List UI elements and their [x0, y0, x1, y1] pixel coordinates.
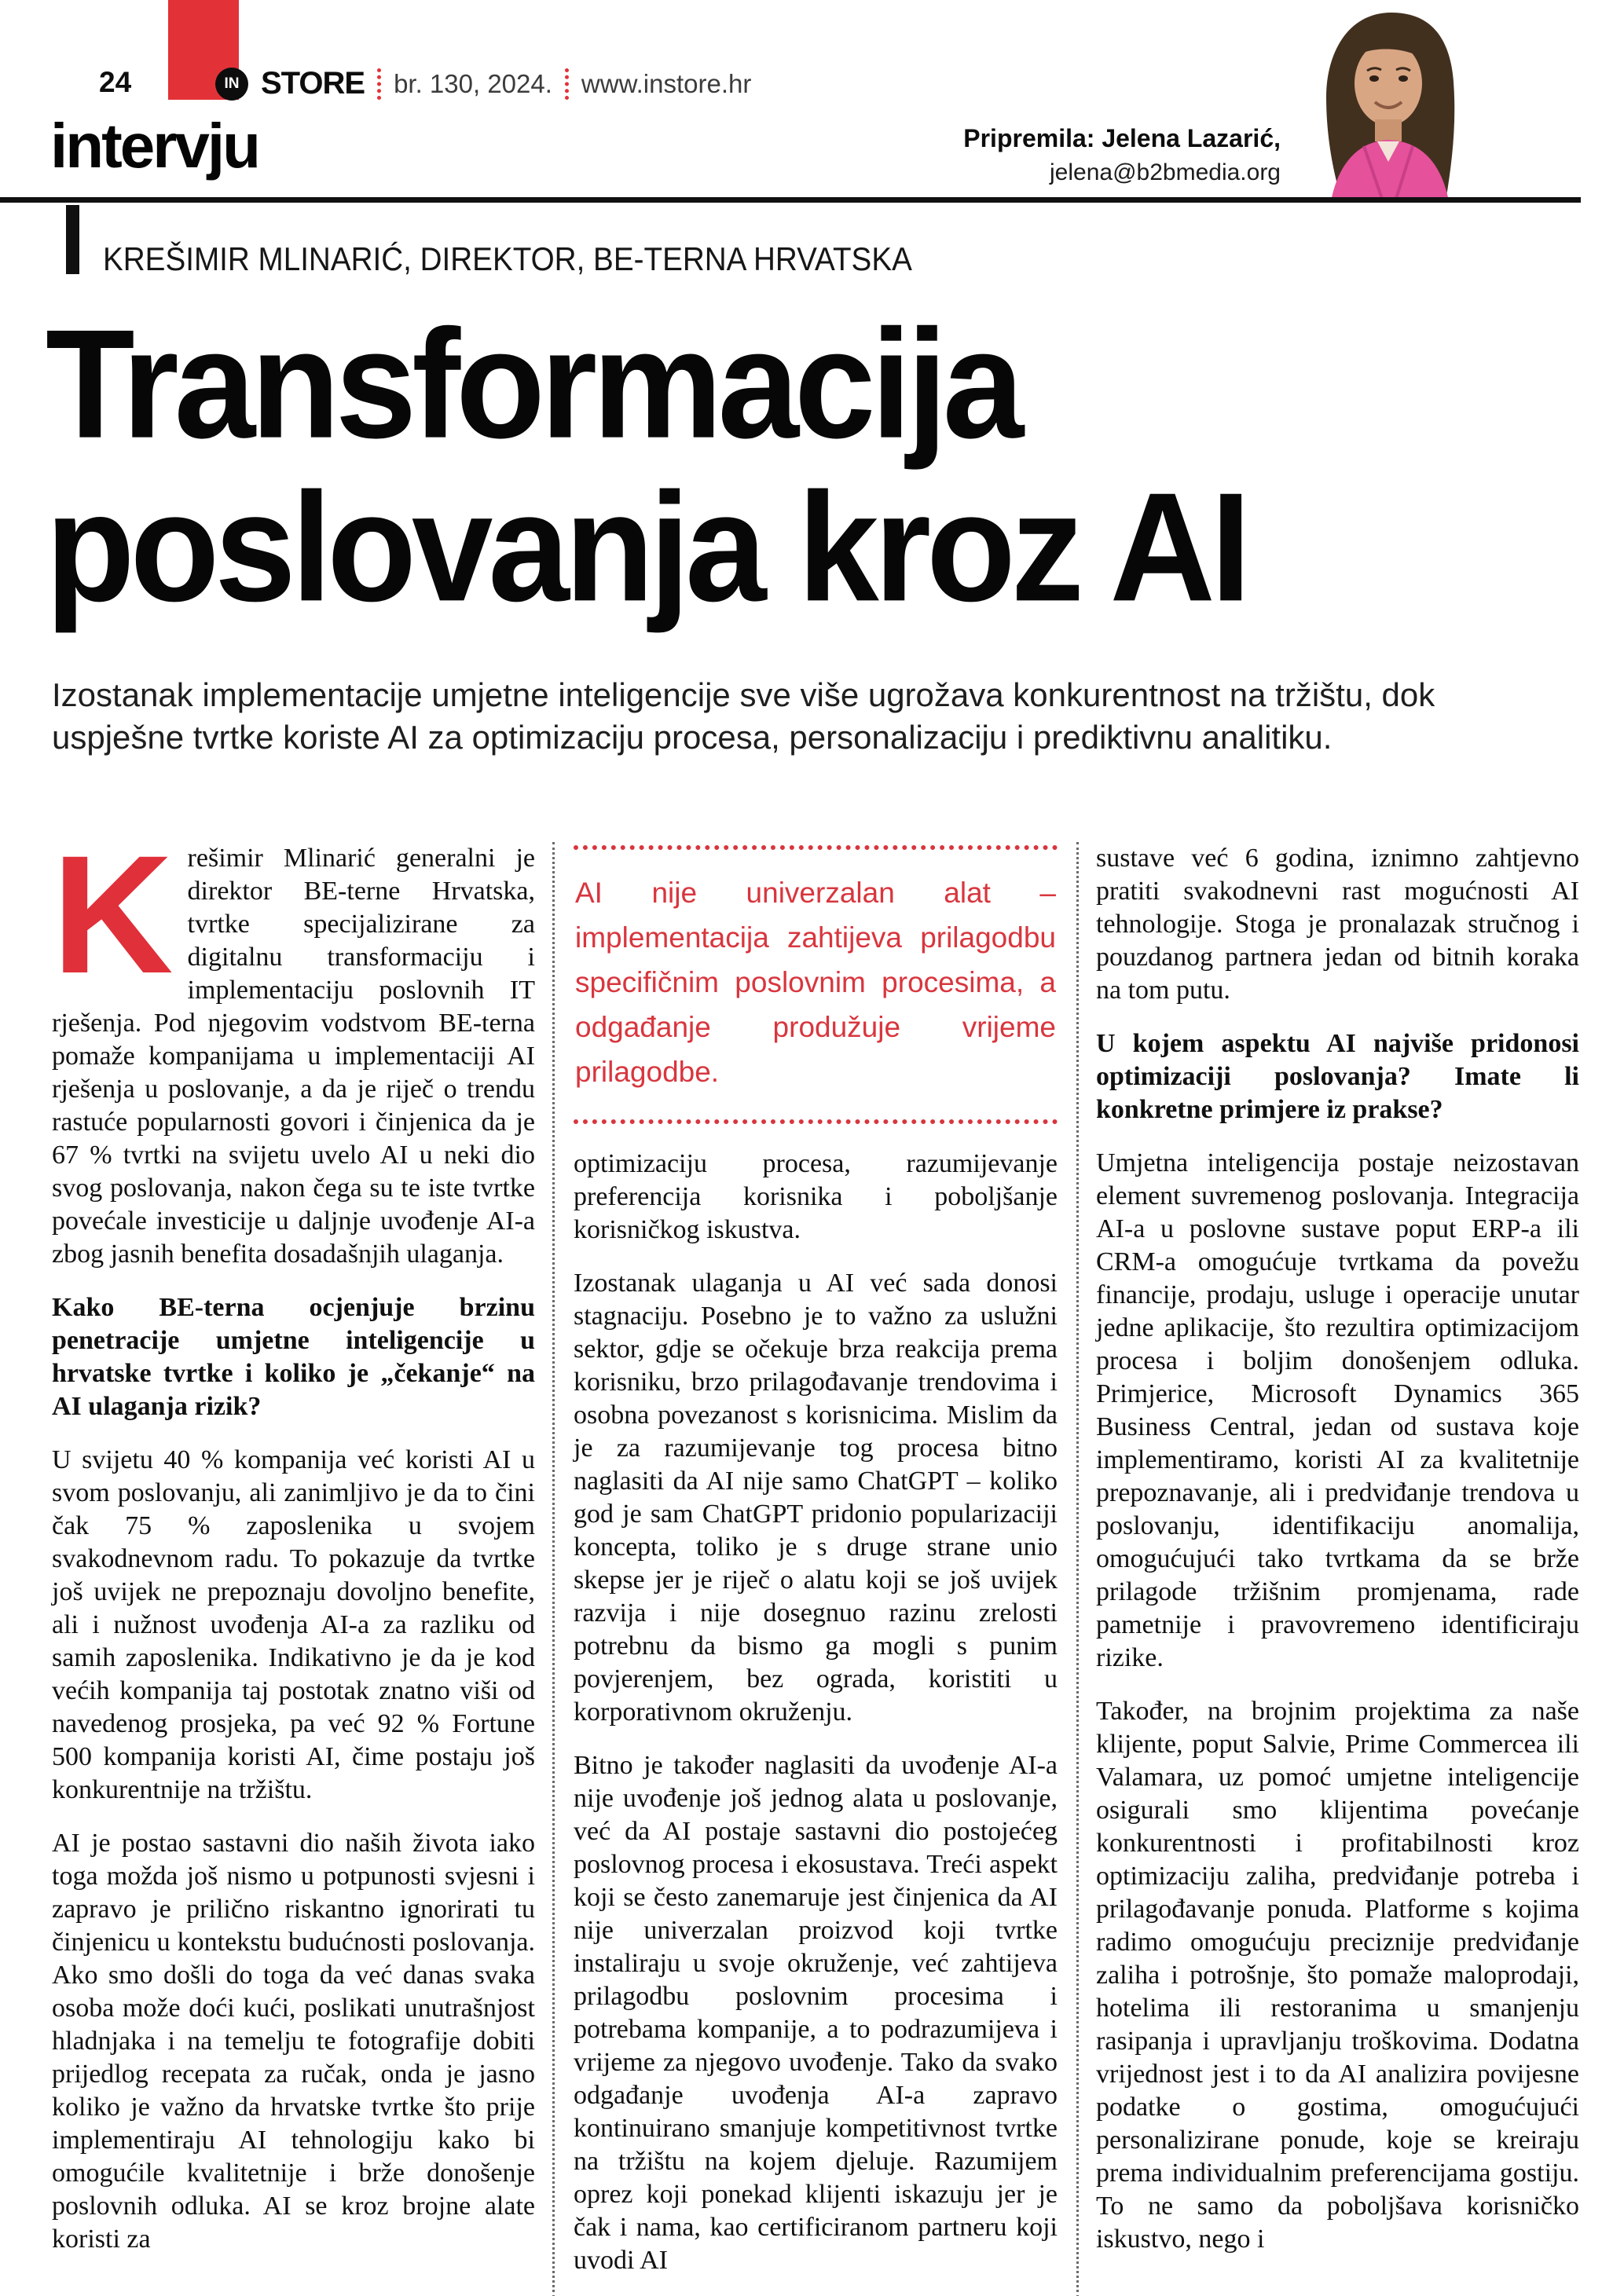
headline-line2: poslovanja kroz AI — [46, 461, 1247, 634]
paragraph — [52, 821, 535, 1271]
column-3 — [1079, 842, 1579, 2296]
header-rule — [0, 197, 1581, 203]
instore-logo-icon: IN — [215, 68, 248, 101]
paragraph: U svijetu 40 % kompanija već koristi AI u svom poslovanju, ali zanimljivo je da to čini čak 75 % zaposlenika u svojem svakodnevnom radu. To pokazuje da tvrtke još uvijek ne prepoznaju dovoljno benefite, ali i nužnost uvođenja AI-a za razliku od samih zaposlenika. Indikativno je da je kod većih kompanija taj postotak znatno viši od navedenog prosjeka, pa već 92 % Fortune 500 kompanija koristi AI, čime postaju još konkurentnije na tržištu. — [52, 1445, 535, 1804]
section-title: intervju — [50, 111, 258, 181]
byline-author: Pripremila: Jelena Lazarić, — [963, 124, 1281, 152]
dropcap: K — [52, 821, 174, 1009]
interview-question: U kojem aspektu AI najviše pridonosi optimizaciji poslovanja? Imate li konkretne primjere iz prakse? — [1096, 1029, 1579, 1124]
byline-email: jelena@b2bmedia.org — [1050, 159, 1281, 185]
paragraph: Izostanak ulaganja u AI već sada donosi stagnaciju. Posebno je to važno za uslužni sektor, gdje se očekuje brza reakcija prema korisniku, brzo prilagođavanje trendovima i osobna povezanost s korisnicima. Mislim da je za razumijevanje tog procesa bitno naglasiti da AI nije samo ChatGPT – koliko god je sam ChatGPT pridonio popularizaciji koncepta, toliko je s druge strane unio skepse jer je riječ o alatu koji se još uvijek razvija i nije dosegnuo razinu zrelosti potrebnu da bismo ga mogli s punim povjerenjem, bez ograda, koristiti u korporativnom okruženju. — [574, 1269, 1058, 1727]
lede: Izostanak implementacije umjetne inteligencije sve više ugrožava konkurentnost na tržištu, dok uspješne tvrtke koriste AI za optimizaciju procesa, personalizaciju i prediktivnu analitiku. — [52, 676, 1435, 756]
pull-quote: AI nije univerzalan alat – implementacija zahtijeva prilagodbu specifičnim poslovnim procesima, a odgađanje produžuje vrijeme prilagodbe. — [574, 845, 1058, 1124]
kicker: KREŠIMIR MLINARIĆ, DIREKTOR, BE-TERNA HRVATSKA — [103, 240, 912, 277]
paragraph: AI je postao sastavni dio naših života iako toga možda još nismo u potpunosti svjesni i zapravo je prilično riskantno ignorirati tu činjenicu u kontekstu budućnosti poslovanja. Ako smo došli do toga da već danas svaka osoba može doći kući, poslikati unutrašnjost hladnjaka i na temelju te fotografije dobiti prijedlog recepata za ručak, onda je jasno koliko je važno da hrvatske tvrtke što prije implementiraju AI tehnologiju kako bi omogućile kvalitetnije i brže donošenje poslovnih odluka. AI se kroz brojne alate koristi za — [52, 1829, 535, 2254]
author-photo — [1285, 6, 1498, 201]
page-number: 24 — [99, 66, 132, 98]
masthead — [215, 66, 751, 101]
instore-logo-wordmark: STORE — [261, 66, 365, 101]
interview-question: Kako BE-terna ocjenjuje brzinu penetracije umjetne inteligencije u hrvatske tvrtke i koliko je „čekanje“ na AI ulaganja rizik? — [52, 1293, 535, 1421]
website-url: www.instore.hr — [581, 68, 752, 98]
paragraph: sustave već 6 godina, iznimno zahtjevno pratiti svakodnevni rast mogućnosti AI tehnologije. Stoga je pronalazak stručnog i pouzdanog partnera jedan od bitnih koraka na tom putu. — [1096, 844, 1579, 1005]
header-dotted-separator — [377, 68, 381, 100]
paragraph: Umjetna inteligencija postaje neizostavan element suvremenog poslovanja. Integracija AI-a u poslovne sustave poput ERP-a ili CRM-a omogućuje tvrtkama da povežu financije, prodaju, usluge i operacije unutar jedne aplikacije, što rezultira optimizacijom procesa i boljim donošenjem odluka. Primjerice, Microsoft Dynamics 365 Business Central, jedan od sustava koje implementiramo, koristi AI za kvalitetnije prepoznavanje, ali i predviđanje trendova u poslovanju, identifikaciju anomalija, omogućujući tako tvrtkama da se brže prilagode tržišnim promjenama, rade pametnije i pravovremeno identificiraju rizike. — [1096, 1148, 1579, 1672]
headline-line1: Transformacija — [46, 298, 1020, 471]
article-columns — [52, 821, 1579, 2296]
headline — [46, 298, 1247, 634]
issue-number: br. 130, 2024. — [394, 68, 552, 98]
column-1 — [52, 821, 552, 2296]
paragraph: Bitno je također naglasiti da uvođenje AI-a nije uvođenje još jednog alata u poslovanje, već da AI postaje sastavni dio postojećeg poslovnog procesa i ekosustava. Treći aspekt koji se često zanemaruje jest činjenica da AI nije univerzalan proizvod koji tvrtke instaliraju u svoje okruženje, već zahtijeva prilagodbu poslovnim procesima i potrebama kompanije, a to podrazumijeva i vrijeme za njegovo uvođenje. Tako da svako odgađanje uvođenja AI-a zapravo kontinuirano smanjuje kompetitivnost tvrtke na tržištu na kojem djeluje. Razumijem oprez koji ponekad klijenti iskazuju jer je čak i nama, kao certificiranom partneru koji uvodi AI — [574, 1751, 1058, 2275]
kicker-bar — [66, 205, 79, 274]
byline — [963, 124, 1281, 186]
paragraph: optimizaciju procesa, razumijevanje preferencija korisnika i poboljšanje korisničkog iskustva. — [574, 1149, 1058, 1244]
paragraph-text: rešimir Mlinarić generalni je direktor BE-terne Hrvatska, tvrtke specijalizirane za digitalnu transformaciju i implementaciju poslovnih IT rješenja. Pod njegovim vodstvom BE-terna pomaže kompanijama u implementaciji AI rješenja u poslovanje, a da je riječ o trendu rastuće popularnosti govori i činjenica da je 67 % tvrtki na svijetu uvelo AI u neki dio svog poslovanja, nakon čega su te iste tvrtke povećale investicije u daljnje uvođenje AI-a zbog jasnih benefita dosadašnjih ulaganja. — [52, 844, 535, 1269]
column-2 — [552, 842, 1079, 2296]
paragraph: Također, na brojnim projektima za naše klijente, poput Salvie, Prime Commercea ili Valamara, uz pomoć umjetne inteligencije osigurali smo klijentima povećanje konkurentnosti i profitabilnosti kroz optimizaciju zaliha, predviđanje potreba i prilagođavanje ponuda. Platforme s kojima radimo omogućuju preciznije predviđanje zaliha i potrošnje, što pomaže maloprodaji, hotelima ili restoranima u smanjenju rasipanja i upravljanju troškovima. Dodatna vrijednost jest i to da AI analizira povijesne podatke o gostima, omogućujući personalizirane ponude, koje se kreiraju prema individualnim preferencijama gostiju. To ne samo da poboljšava korisničko iskustvo, nego i — [1096, 1697, 1579, 2254]
header-dotted-separator — [565, 68, 569, 100]
